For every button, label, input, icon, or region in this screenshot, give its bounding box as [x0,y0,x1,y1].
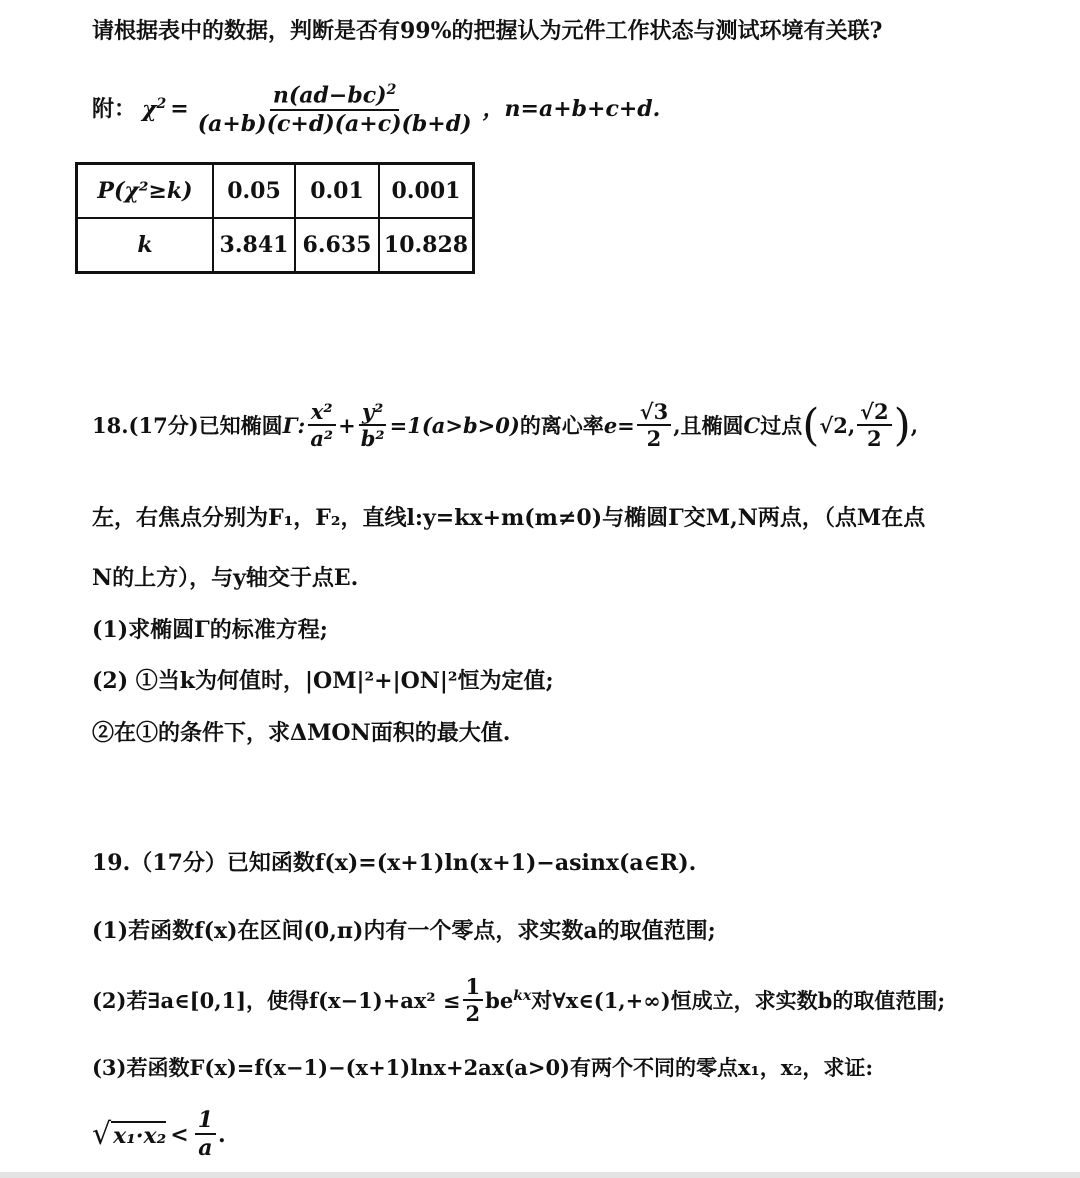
table-cell: P(χ²≥k) [77,164,214,219]
table-cell: k [77,218,214,273]
chi-formula-denominator: (a+b)(c+d)(a+c)(b+d) [197,110,472,137]
point-text: 过点 [760,413,803,439]
table-row [77,164,474,219]
table-row [77,218,474,273]
q18-line-2: 左，右焦点分别为F₁，F₂，直线l:y=kx+m(m≠0)与椭圆Γ交M,N两点，（点M在点 [92,505,926,531]
q18-part-1: (1)求椭圆Γ的标准方程; [92,617,328,643]
e-label: e= [603,413,635,439]
q19-part-2: (2)若∃a∈[0,1]，使得f(x−1)+ax² ≤ $\frac{1}{2}$ $be^{kx}$ 对∀x∈(1,+∞)恒成立，求实数b的取值范围; [92,974,946,1027]
question-text: 请根据表中的数据，判断是否有99%的把握认为元件工作状态与测试环境有关联? [92,18,883,44]
q18-part-3: ②在①的条件下，求ΔMON面积的最大值. [92,720,511,746]
c-label: C [743,413,761,439]
q18-head: 18.(17分)已知椭圆 [92,413,283,439]
chi-formula-fraction [195,82,475,137]
table-cell: 0.01 [295,164,379,219]
q18-part-2: (2) ①当k为何值时，|OM|²+|ON|²恒为定值; [92,668,554,694]
eccentricity-text: 的离心率 [519,413,604,439]
attach-label: 附： [92,96,137,123]
passes-text: ,且椭圆 [673,413,744,439]
q19-part-3: (3)若函数F(x)=f(x−1)−(x+1)lnx+2ax(a>0)有两个不同的零点x₁，x₂，求证: [92,1055,874,1080]
page-bottom-edge [0,1172,1080,1178]
q19-proof-inequality: √ x₁·x₂ < $\frac{1}{a}$ . [92,1107,226,1162]
x-term-fraction: $\frac{\text{x²}}{\text{a²}}$ [307,400,336,451]
table-cell: 6.635 [295,218,379,273]
q18-statement: 18.(17分)已知椭圆 Γ: $\frac{\text{x²}}{\text{a²}}$ + $\frac{\text{y²}}{\text{b²}}$ =1(a>b>0) 的离心率 e= $\frac{√3}{2}$ ,且椭圆 C 过点 ( √2, $\frac{√2}{2}$ ) , [92,399,919,452]
chi-formula-numerator: $n(ad-bc)^2$ [270,82,399,111]
y-term-fraction: $\frac{\text{y²}}{\text{b²}}$ [360,399,385,452]
table-cell: 0.001 [379,164,474,219]
point-y-fraction: $\frac{√2}{2}$ [857,400,891,451]
b-exponential: $be^{kx}$ [485,988,532,1014]
gamma-label: Γ: [282,413,306,439]
one-over-a-fraction: $\frac{1}{a}$ [195,1108,216,1162]
probability-table [75,162,475,274]
eccentricity-fraction: $\frac{√3}{2}$ [637,400,671,451]
point-x: √2, [819,413,856,439]
chi-square-formula: 附： $\chi^2$ = $\frac{n(ad-bc)^2}{(a+b)(c+d)(a+c)(b+d)}$ ，n=a+b+c+d. [92,82,661,137]
sqrt-product: x₁·x₂ [113,1122,167,1149]
table-cell: 10.828 [379,218,474,273]
ellipse-condition: =1(a>b>0) [389,413,520,439]
table-cell: 0.05 [213,164,295,219]
chi-symbol: $\chi^2$ [142,96,167,123]
half-fraction: $\frac{1}{2}$ [463,975,484,1026]
q18-line-3: N的上方），与y轴交于点E. [92,565,359,591]
table-cell: 3.841 [213,218,295,273]
n-definition: ，n=a+b+c+d. [482,96,661,123]
q19-part-1: (1)若函数f(x)在区间(0,π)内有一个零点，求实数a的取值范围; [92,918,716,944]
q19-statement: 19.（17分）已知函数f(x)=(x+1)ln(x+1)−asinx(a∈R). [92,850,697,876]
